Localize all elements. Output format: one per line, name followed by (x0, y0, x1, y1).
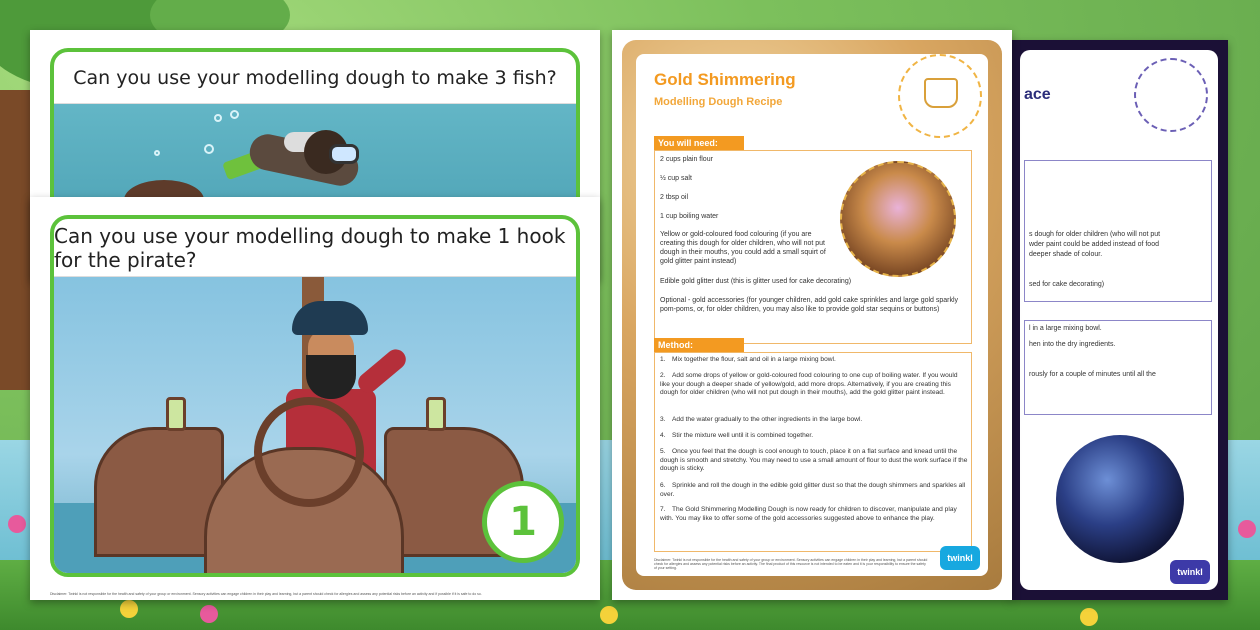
twinkl-logo: twinkl (1170, 560, 1210, 584)
ingredient: 2 cups plain flour (660, 156, 713, 163)
pirate-arm (354, 345, 410, 396)
gold-glitter-frame (622, 40, 1002, 590)
method-step: 5. Once you feel that the dough is cool enough to touch, place it on a flat surface and knead until the dough is smooth and stretchy. You may need to use a small amount of flour to dust the work surface if the dough is sticky. (660, 448, 968, 472)
method-step-text: Add some drops of yellow or gold-coloured food colouring to one cup of boiling water. If you would like your dough a deeper shade of yellow/gold, add more drops. Alternatively, if you are creating this dough for older children (who will not put dough in their mouths), add the gold glitter paint instead. (660, 372, 958, 396)
space-line: hen into the dry ingredients. (1029, 341, 1116, 348)
method-step-text: Add the water gradually to the other ingredients in the large bowl. (672, 416, 863, 423)
jar-icon (1134, 58, 1208, 132)
method-step-text: The Gold Shimmering Modelling Dough is now ready for children to discover, manipulate and play with. You may like to offer some of the gold accessories suggested above to enhance the play. (660, 506, 957, 522)
bubble (154, 150, 160, 156)
pirate-card-frame (50, 215, 580, 577)
space-recipe-inner (1020, 50, 1218, 590)
method-step: 6. Sprinkle and roll the dough in the edible gold glitter dust so that the dough shimmers and sparkles all over. (660, 482, 966, 498)
ingredient: 2 tbsp oil (660, 194, 689, 201)
method-step: 7. The Gold Shimmering Modelling Dough is now ready for children to discover, manipulate and play with. You may like to offer some of the gold accessories suggested above to enhance the play. (660, 506, 957, 522)
space-photo (1056, 435, 1184, 563)
space-line: rously for a couple of minutes until all the (1029, 371, 1156, 378)
flower-decoration (1080, 608, 1098, 626)
pirate-activity-card (30, 197, 600, 600)
method-step-text: Sprinkle and roll the dough in the edible gold glitter dust so that the dough shimmers and sparkles all over. (660, 482, 966, 498)
flower-decoration (1238, 520, 1256, 538)
jar-icon (898, 54, 982, 138)
space-line: s dough for older children (who will not put (1029, 231, 1161, 238)
pirate-card-disclaimer: Disclaimer: Twinkl is not responsible for the health and safety of your group or environment. Sensory activities can engage children in their play and learning, but a parent should check for allergies and assess any potential risks before an activity and if possible if it is safe to do so. (50, 592, 482, 596)
jar-icon (924, 78, 958, 108)
bubble (214, 114, 222, 122)
fish-card-title: Can you use your modelling dough to make 3 fish? (54, 52, 576, 104)
method-step-text: Mix together the flour, salt and oil in a large mixing bowl. (672, 356, 836, 363)
method-step-text: Stir the mixture well until it is combined together. (672, 432, 814, 439)
pirate-beard (306, 355, 356, 399)
number-badge: 1 (482, 481, 564, 563)
space-method-box (1024, 320, 1212, 415)
method-step: 2. Add some drops of yellow or gold-coloured food colouring to one cup of boiling water. If you would like your dough a deeper shade of yellow/gold, add more drops. Alternatively, if you are creating this dough for older children (who will not put dough in their mouths), add the gold glitter paint instead. (660, 372, 958, 396)
flower-decoration (200, 605, 218, 623)
flower-decoration (8, 515, 26, 533)
space-recipe-sheet (1010, 40, 1228, 600)
ingredient: Yellow or gold-coloured food colouring (if you are creating this dough for older children, who will not put dough in their mouths, you could add a small squirt of gold glitter paint instead) (660, 231, 826, 265)
recipe-subtitle: Modelling Dough Recipe (654, 96, 783, 108)
pirate-card-title: Can you use your modelling dough to make 1 hook for the pirate? (54, 219, 576, 277)
lantern-icon (426, 397, 446, 431)
bubble (230, 110, 239, 119)
glitter-jar-photo (840, 161, 956, 277)
method-step: 4. Stir the mixture well until it is combined together. (660, 432, 814, 439)
space-ingredients-box (1024, 160, 1212, 302)
diver-mask (329, 144, 359, 164)
method-step-text: Once you feel that the dough is cool enough to touch, place it on a flat surface and knead until the dough is smooth and stretchy. You may need to use a small amount of flour to dust the work surface if the dough is sticky. (660, 448, 968, 472)
method-step: 1. Mix together the flour, salt and oil in a large mixing bowl. (660, 356, 836, 363)
ingredient: Edible gold glitter dust (this is glitter used for cake decorating) (660, 278, 852, 285)
method-heading: Method: (654, 338, 744, 352)
pirate-hat (292, 301, 368, 335)
flower-decoration (120, 600, 138, 618)
bubble (204, 144, 214, 154)
twinkl-logo: twinkl (940, 546, 980, 570)
you-will-need-heading: You will need: (654, 136, 744, 150)
ingredient: Optional - gold accessories (for younger children, add gold cake sprinkles and large gold sparkly pom-poms, or, for older children, you may also like to provide gold star sequins or buttons) (660, 297, 959, 313)
space-line: deeper shade of colour. (1029, 251, 1103, 258)
flower-decoration (600, 606, 618, 624)
space-line: l in a large mixing bowl. (1029, 325, 1102, 332)
gold-recipe-disclaimer: Disclaimer: Twinkl is not responsible for the health and safety of your group or environment. Sensory activities can engage children in their play and learning, but a parent should check for allergies and assess any potential risks before an activity. The final product of this resource is not intended to be eaten and it is your responsibility to ensure the safety of your setting. (654, 558, 928, 570)
recipe-title: Gold Shimmering (654, 70, 796, 89)
gold-recipe-inner (636, 54, 988, 576)
space-line: wder paint could be added instead of food (1029, 241, 1159, 248)
space-recipe-title: ace (1024, 86, 1051, 103)
ingredient: ½ cup salt (660, 175, 692, 182)
gold-recipe-sheet (612, 30, 1012, 600)
ship-wheel (254, 397, 364, 507)
ingredient: 1 cup boiling water (660, 213, 719, 220)
method-step: 3. Add the water gradually to the other ingredients in the large bowl. (660, 416, 863, 423)
lantern-icon (166, 397, 186, 431)
space-line: sed for cake decorating) (1029, 281, 1105, 288)
